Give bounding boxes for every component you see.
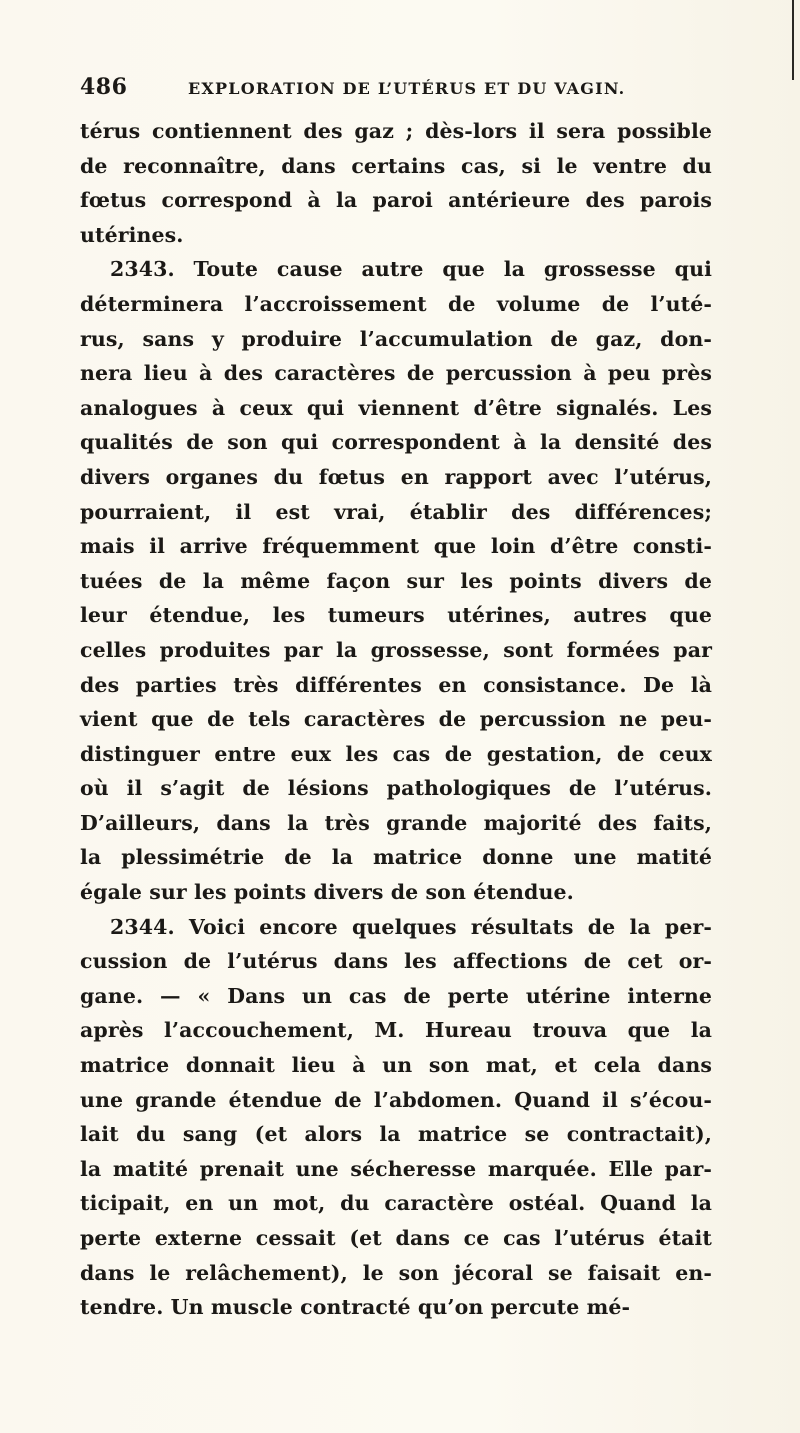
text-line: leur étendue, les tumeurs utérines, autres que [80,603,712,628]
text-line: ticipait, en un mot, du caractère ostéal. Quand la [80,1191,712,1216]
text-line: mais il arrive fréquemment que loin d’être consti- [80,534,712,559]
text-line: vient que de tels caractères de percussion ne peu- [80,707,712,732]
text-line: gane. — « Dans un cas de perte utérine interne [80,983,712,1008]
text-line: D’ailleurs, dans la très grande majorité des faits, [80,810,712,835]
text-line: divers organes du fœtus en rapport avec l’utérus, [80,464,712,489]
text-line: après l’accouchement, M. Hureau trouva que la [80,1018,712,1043]
text-line: 2344. Voici encore quelques résultats de la per- [110,914,712,939]
running-head [80,74,780,110]
text-line: qualités de son qui correspondent à la densité des [80,430,712,455]
running-title: EXPLORATION DE L’UTÉRUS ET DU VAGIN. [188,79,626,98]
text-line: fœtus correspond à la paroi antérieure des parois [80,188,712,213]
text-line: nera lieu à des caractères de percussion à peu près [80,361,712,386]
text-line: distinguer entre eux les cas de gestation, de ceux [80,741,712,766]
text-line: celles produites par la grossesse, sont formées par [80,637,712,662]
text-line: matrice donnait lieu à un son mat, et cela dans [80,1053,712,1078]
text-line: la matité prenait une sécheresse marquée. Elle par- [80,1156,712,1181]
page-number: 486 [80,74,128,100]
paragraph [80,114,800,252]
text-line: tendre. Un muscle contracté qu’on percute mé- [80,1295,631,1320]
page-edge-line [792,0,794,80]
paragraph [80,910,800,1325]
text-line: analogues à ceux qui viennent d’être signalés. Les [80,395,712,420]
text-line: pourraient, il est vrai, établir des différences; [80,499,712,524]
text-line: utérines. [80,222,184,247]
text-line: dans le relâchement), le son jécoral se faisait en- [80,1260,712,1285]
text-line: une grande étendue de l’abdomen. Quand il s’écou- [80,1087,712,1112]
paragraph [80,252,800,909]
text-line: égale sur les points divers de son étendue. [80,880,574,905]
text-line: des parties très différentes en consistance. De là [80,672,712,697]
text-line: tuées de la même façon sur les points divers de [80,568,712,593]
text-line: la plessimétrie de la matrice donne une matité [80,845,712,870]
text-line: lait du sang (et alors la matrice se contractait), [80,1122,712,1147]
text-line: térus contiennent des gaz ; dès-lors il sera possible [80,119,712,143]
text-line: 2343. Toute cause autre que la grossesse qui [110,257,712,282]
text-line: où il s’agit de lésions pathologiques de l’utérus. [80,776,712,801]
text-line: perte externe cessait (et dans ce cas l’utérus était [80,1226,712,1250]
text-line: cussion de l’utérus dans les affections de cet or- [80,949,712,974]
text-line: de reconnaître, dans certains cas, si le ventre du [80,153,712,178]
body-text [80,114,800,1325]
text-line: rus, sans y produire l’accumulation de gaz, don- [80,326,712,351]
text-line: déterminera l’accroissement de volume de l’uté- [80,291,712,316]
